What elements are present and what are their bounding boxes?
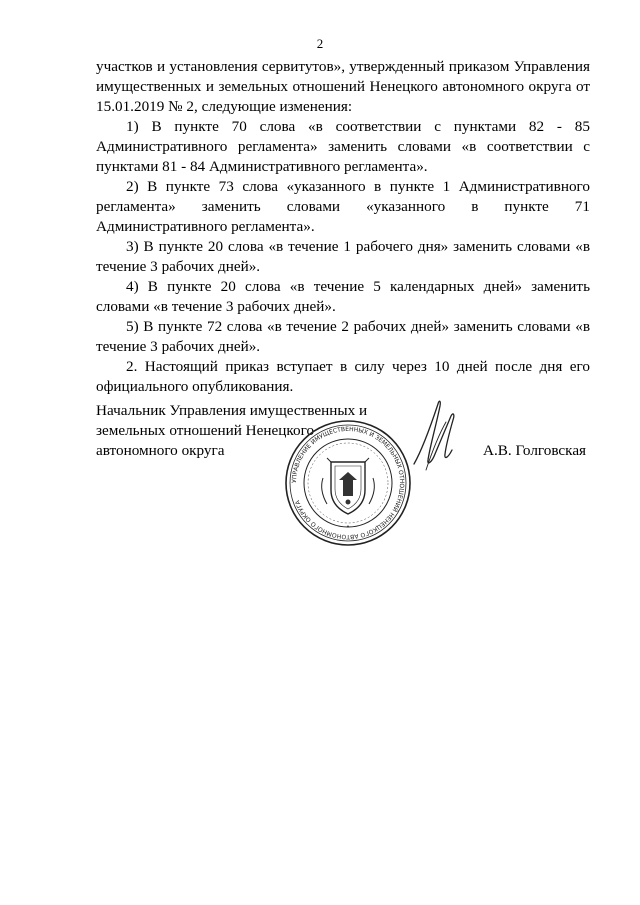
paragraph-effective-date: 2. Настоящий приказ вступает в силу через 10 дней после дня его официального опубликования. (96, 358, 590, 395)
document-body (96, 57, 590, 397)
signer-position-line: автономного округа (96, 442, 225, 459)
paragraph-item-3: 3) В пункте 20 слова «в течение 1 рабочего дня» заменить словами «в течение 3 рабочих дней». (96, 238, 590, 275)
paragraph-item-1: 1) В пункте 70 слова «в соответствии с пунктами 82 - 85 Административного регламента» заменить словами «в соответствии с пунктами 81 - 84 Административного регламента». (96, 118, 590, 175)
official-seal (283, 418, 413, 548)
paragraph-item-4: 4) В пункте 20 слова «в течение 5 календарных дней» заменить словами «в течение 3 рабочих дней». (96, 278, 590, 315)
handwritten-signature (408, 392, 468, 482)
svg-text:УПРАВЛЕНИЕ ИМУЩЕСТВЕННЫХ И ЗЕМ: УПРАВЛЕНИЕ ИМУЩЕСТВЕННЫХ И ЗЕМЕЛЬНЫХ ОТНОШЕНИЙ НЕНЕЦКОГО АВТОНОМНОГО ОКРУГА (290, 425, 406, 541)
page-number: 2 (316, 36, 324, 51)
paragraph-item-5: 5) В пункте 72 слова «в течение 2 рабочих дней» заменить словами «в течение 3 рабочих дней». (96, 318, 590, 355)
signer-position-line: земельных отношений Ненецкого (96, 422, 315, 439)
signer-name: А.В. Голговская (483, 442, 587, 459)
signer-position-line: Начальник Управления имущественных и (96, 402, 368, 419)
paragraph-item-2: 2) В пункте 73 слова «указанного в пункте 1 Административного регламента» заменить словами «указанного в пункте 71 Административного регламента». (96, 178, 590, 235)
paragraph-intro: участков и установления сервитутов», утвержденный приказом Управления имущественных и земельных отношений Ненецкого автономного округа от 15.01.2019 № 2, следующие изменения: (96, 58, 590, 115)
svg-text:•: • (346, 524, 350, 530)
